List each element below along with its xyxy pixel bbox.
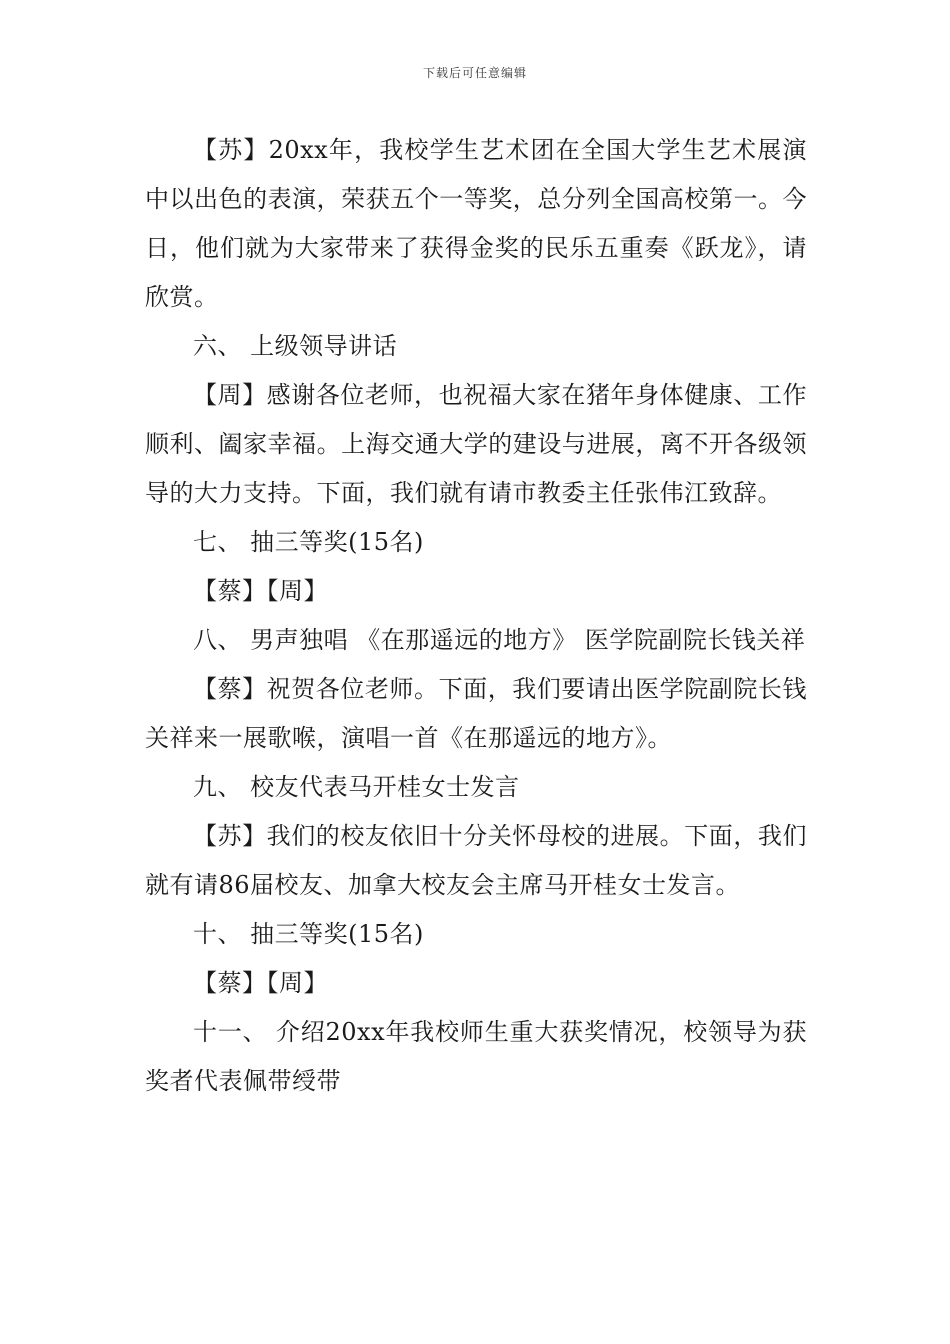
paragraph-su-art-troupe: 【苏】20xx年，我校学生艺术团在全国大学生艺术展演中以出色的表演，荣获五个一等奖，总分列全国高校第一。今日，他们就为大家带来了获得金奖的民乐五重奏《跃龙》，请欣赏。: [145, 136, 807, 311]
paragraph-zhou-thanks: 【周】感谢各位老师，也祝福大家在猪年身体健康、工作顺利、阖家幸福。上海交通大学的建设与进展，离不开各级领导的大力支持。下面，我们就有请市教委主任张伟江致辞。: [145, 381, 807, 507]
section-heading-8: 八、 男声独唱 《在那遥远的地方》 医学院副院长钱关祥: [193, 626, 806, 654]
section-heading-6: 六、 上级领导讲话: [193, 332, 398, 360]
document-body: [145, 126, 807, 1106]
page-header: 下载后可任意编辑: [422, 66, 527, 80]
paragraph-cai-zhou-2: 【蔡】【周】: [193, 969, 328, 997]
section-heading-9: 九、 校友代表马开桂女士发言: [193, 773, 520, 801]
paragraph-cai-song: 【蔡】祝贺各位老师。下面，我们要请出医学院副院长钱关祥来一展歌喉，演唱一首《在那遥远的地方》。: [145, 675, 807, 752]
section-heading-10: 十、 抽三等奖(15名): [193, 920, 424, 948]
section-heading-7: 七、 抽三等奖(15名): [193, 528, 424, 556]
paragraph-cai-zhou-1: 【蔡】【周】: [193, 577, 328, 605]
paragraph-su-alumni: 【苏】我们的校友依旧十分关怀母校的进展。下面，我们就有请86届校友、加拿大校友会主席马开桂女士发言。: [145, 822, 807, 899]
section-heading-11: 十一、 介绍20xx年我校师生重大获奖情况，校领导为获奖者代表佩带绶带: [145, 1018, 807, 1095]
